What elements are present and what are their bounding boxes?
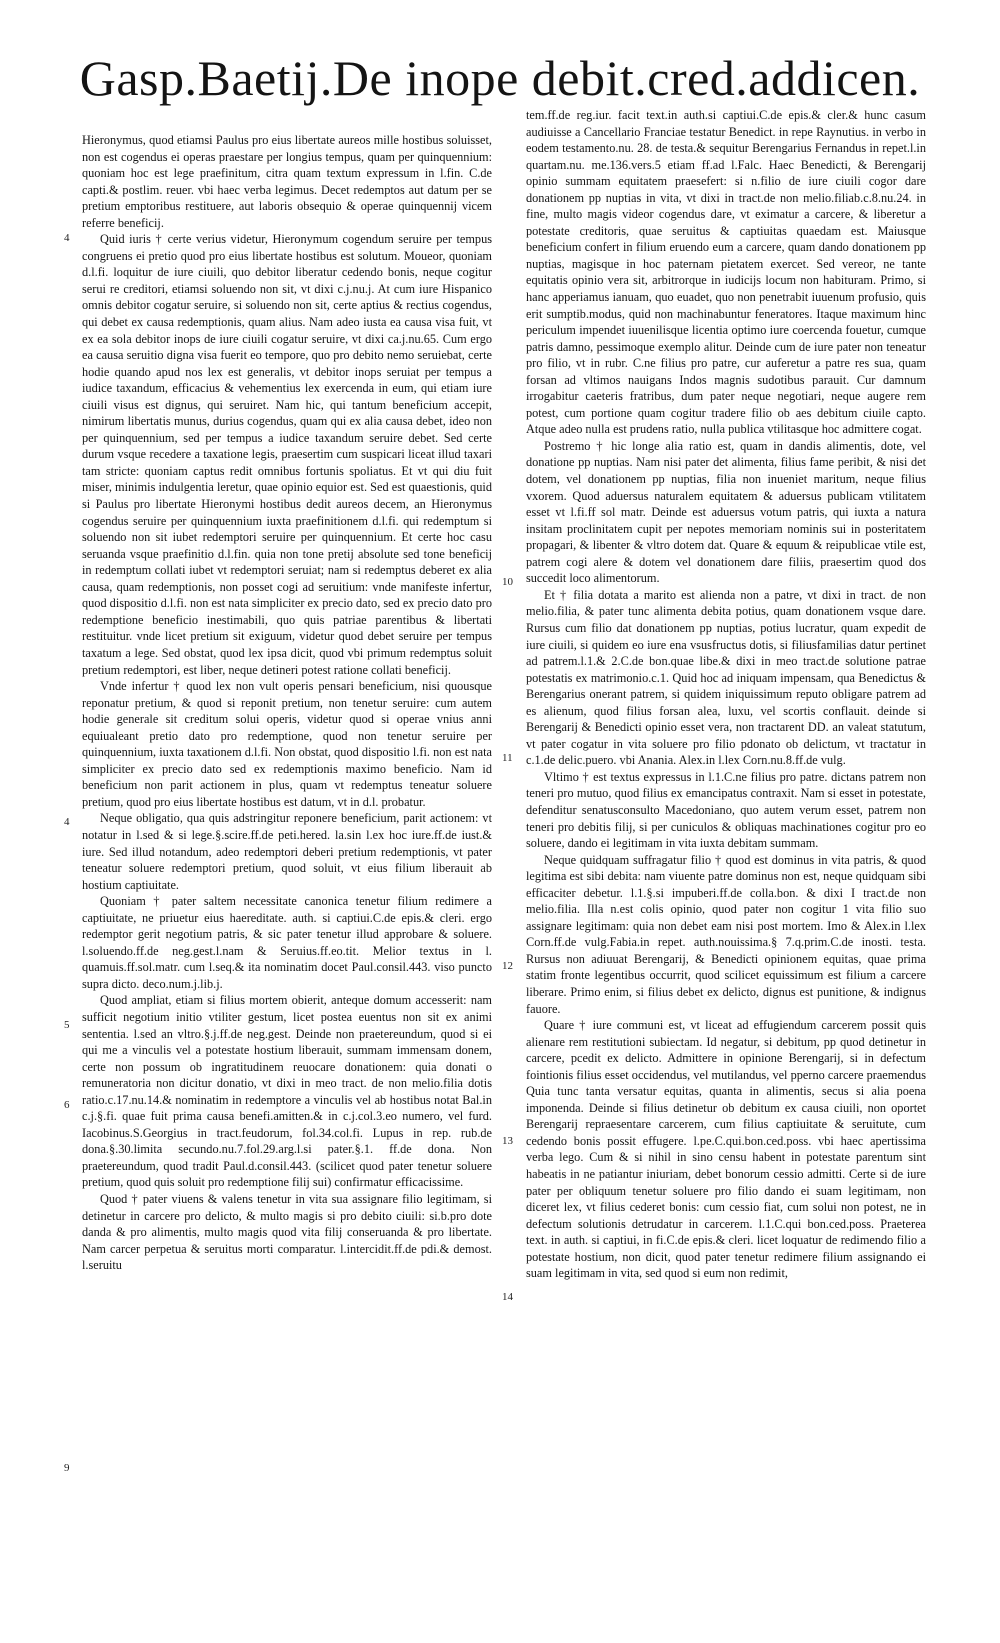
paragraph: Quare † iure communi est, vt liceat ad effugiendum carcerem possit quis alienare rem restitutioni subiectam. Id negatur, si debitum, pp quod detinetur in carcere, pcedit ex delicto. Admittere in opinione Berengarij, si in defectum fointionis filius esset occidendus, vel mutilandus, vel pperno carcere praemendus Quia tunc tanta versatur equitas, quanta in alimentis, secus si alia poena imponenda. Deinde si filius detinetur ob debitum ex causa ciuili, non oportet Berengarij repraesentare carcerem, cum filius captiuitate & seruitute, cum cedendo bonis possit effugere. l.pe.C.qui.bon.ced.poss. vbi haec apertissima verba lego. Cum & si nihil in sino censu habent in potestate parentum sint habeatis in ne patiantur iniuriam, debet bonorum cessio admitti. Certe si de iure pater per obliquum tenetur soluere pro filio dando ei suam legitimam, non diceret lex, vt filius cederet bonis: cum cessio fiat, cum solui non potest, ne in defectum solutionis detrudatur in carcerem. l.1.C.qui bon.ced.poss. Praeterea text. in auth. si captiui, in fi.C.de epis.& cleri. licet loquatur de redimendo filio a potestate hostium, non dicit, quod pater tenetur redimere filium assignando ei suam legitimam in vita, sed quod si eum non redimit, [526, 1018, 926, 1281]
paragraph: Quid iuris † certe verius videtur, Hieronymum cogendum seruire per tempus congruens ei pretio quod pro eius libertate hostibus est solutum. Moueor, quoniam d.l.fi. loquitur de iure ciuili, quo debitor liberatur cedendo bonis, neque cogitur serui re creditori, etiamsi soluendo non sit, vt dixi c.j.nu.j. At cum iure Hispanico omnis debitor cogatur seruire, si soluendo non sit, certe aptius & rectius cogendus, qui debet ex causa redemptionis, quam alius. Nam adeo iusta ea causa visa fuit, vt ex ea sola debitor inops de iure ciuili cogatur seruire, vt dixi ca.j.nu.65. Cum ergo ea causa seruitio digna visa fuerit eo tempore, quo pro debito nemo seruiebat, certe hodie quando apud nos lex est generalis, vt debitor inops seruiat per tempus a iudice taxandum, efficacius & vehementius lex exercenda in eum, qui etiam iure ciuili visus est dignus, qui seruiret. Nam hic, qui tantum beneficium accepit, nimirum libertatis munus, durius cogendus, quam qui ex alia causa debet, ideo non per quinquennium, sed per tempus a iudice taxandum seruire debet. Sed certe durum vsque recedere a taxatione legis, praesertim cum suspicari liceat illud taxari tam stricte: quoniam captus redit omnibus fortunis spoliatus. Et vt qui diu fuit miser, minimis indulgentia leretur, quae opinio equior est. Sed est quaestionis, quid si Paulus pro libertate Hieronymi hostibus dedit aureos decem, an Hieronymus cogendus seruire per quinquennium iuxta praefinitionem d.l.fi. qui redemptum si soluendo non sit iubet redemptori seruire per quinquennium. Et certe hoc casu seruanda vsque praefinitio d.l.fin. quia non tone pretij absolute sed tone beneficij in redemptum collati iubet vt redemptori seruiat; nam si redemptus deberet ex alia causa, quam redemptionis, non posset cogi ad seruitium: vnde manifeste infertur, quod dispositio d.l.fi. non est nata simpliciter ex precio dato, sed ex precio dato pro redemptione beneficio inestimabili, quo quis patriae parentibus & libertati restituitur. vnde licet pretium sit exiguum, videtur quod debet seruire per tempus taxatum a lege. Sed obstat, quod lex ipsa dicit, quod vbi primum redemptus soluit pretium redemptori, est liber, neque detineri potest ratione collati beneficij. [82, 232, 492, 677]
paragraph: Hieronymus, quod etiamsi Paulus pro eius libertate aureos mille hostibus soluisset, non est cogendus ei operas praestare per longius tempus, quam per quinquennium: quoniam hoc est lege praefinitum, citra quam textum expressum in l.fin. C.de capti.& postlim. reuer. vbi haec verba legimus. Decet redemptos aut datum per se pretium emptoribus restituere, aut laboris obsequio & operae quinquennij vicem referre beneficij. [82, 133, 492, 230]
margin-number: 4 [64, 232, 70, 244]
paragraph: Vltimo † est textus expressus in l.1.C.ne filius pro patre. dictans patrem non teneri pro mutuo, quod filius ex emancipatus contraxit. Nam si esset in potestate, defenditur senatusconsulto Macedoniano, quo autem verum esset, patrem non teneri pro debitis filij, si per cuniculos & obliquas machinationes cogitur pro eo soluere, dando ei legitimam in vita iuxta debitam summam. [526, 769, 926, 851]
paragraph: Quod † pater viuens & valens tenetur in vita sua assignare filio legitimam, si detinetur in carcere pro delicto, & multo magis si pro debito ciuili: si.b.pro dote danda & pro alimentis, multo magis quod vita filij conseruanda & pro libertate. Nam carcer perpetua & seruitus morti comparatur. l.intercidit.ff.de pdi.& demost. l.seruitu [82, 1192, 492, 1273]
margin-number: 5 [64, 1019, 70, 1031]
paragraph: Quod ampliat, etiam si filius mortem obierit, anteque domum accesserit: nam sufficit negotium initio vtiliter gestum, licet postea euentus non sit ex animi sententia. l.sed an vltro.§.j.ff.de neg.gest. Deinde non praetereundum, quod si ei qui me a vinculis vel a potestate hostium liberauit, summam immensam donem, certe non possum ob ingratitudinem reuocare donationem: quia donati o remuneratoria non dicitur donatio, vt dixi in meo tract. de non melio.filia dotis ratio.c.17.nu.14.& nominatim in redemptore a vinculis vel ab hostibus notat Bal.in c.j.§.fi. quae fuit prima causa benefi.amitten.& in c.j.col.3.eo numero, vel furd. Iacobinus.S.Georgius in tract.feudorum, fol.34.col.fi. Lupus in rep. rub.de dona.§.30.limita secundo.nu.7.fol.29.arg.l.si pater.§.1. ff.de dona. Non praetereundum, quod tradit Paul.d.consil.443. (scilicet quod pater tenetur soluere pretium, quod quis soluit pro redemptione filij sui) confirmatur efficacissime. [82, 993, 492, 1190]
paragraph: Et † filia dotata a marito est alienda non a patre, vt dixi in tract. de non melio.filia, & pater tunc alimenta debita potius, quam donationem vsque dare. Rursus cum filio dat donationem pp nuptias, potius lucratur, quam expedit de iure ciuili, si quidem eo iure ena vsusfructus dotis, si filiusfamilias datur pertinet ad patrem.l.1.& 2.C.de bon.quae libe.& dixi in meo tract.de solutione patrae potestatis ex matrimonio.c.1. Quid hoc ad iniquam impensam, qua Benedictus & Berengarius onerant patrem, si quidem iniquissimum reputo obligare patrem ad es alienum, quod filius forsan alea, luxu, vel scortis conflauit. deinde si Berengarij & Benedicti opinio esset vera, non tractarent DD. an valeat statutum, vt pater cogatur in vita soluere pro filio pdonato ob delictum, vt tractatur in c.1.de delic.puero. vbi Anania. Alex.in l.lex Corn.nu.8.ff.de vulg. [526, 587, 926, 768]
paragraph: Quoniam † pater saltem necessitate canonica tenetur filium redimere a captiuitate, ne priuetur eius haereditate. auth. si captiui.C.de epis.& cleri. ergo redemptor gerit negotium patris, & sic pater tenetur illud approbare & soluere. l.soluendo.ff.de neg.gest.l.nam & Seruius.ff.eo.tit. Melior textus in l. quamuis.ff.sol.matr. cum l.seq.& ita nominatim docet Paul.consil.443. viso puncto supra dicto. deco.num.j.lib.j. [82, 894, 492, 991]
margin-number: 14 [502, 1291, 513, 1303]
margin-number: 13 [502, 1135, 513, 1147]
left-column [82, 132, 492, 1274]
margin-number: 4 [64, 816, 70, 828]
margin-number: 11 [502, 752, 513, 764]
running-title: Gasp.Baetij.De inope debit.cred.addicen. [79, 50, 921, 106]
paragraph: Postremo † hic longe alia ratio est, quam in dandis alimentis, dote, vel donatione pp nuptias. Nam nisi pater det alimenta, filius fame peribit, & nisi det dotem, vel donationem pp nuptias, filia non inueniet maritum, neque filius vxorem. Quod aduersus naturalem equitatem & aduersus publicam vtilitatem esset vt l.fi.ff sol matr. Deinde est aduersus votum patris, qui iuxta a natura insitam proclinitatem cupit per nepotes memoriam nominis sui in posteritatem propagari, & libenter & vltro dotem dat. Quare & equum & reipublicae vtile est, patrem cogi alere & dotem vel donationem dare filiis, praesertim quod dos succedit loco alimentorum. [526, 438, 926, 586]
margin-number: 6 [64, 1099, 70, 1111]
margin-number: 9 [64, 1462, 70, 1474]
right-column [526, 107, 926, 1282]
paragraph: Neque obligatio, qua quis adstringitur reponere beneficium, parit actionem: vt notatur in l.sed & si lege.§.scire.ff.de peti.hered. la.sin l.ex hoc iure.ff.de iust.& iure. Sed illud notandum, adeo redemptori deberi pretium redemptionis, vt pater teneatur soluere redemptori pretium, quod soluit, vt eius filium liberauit ab hostium captiuitate. [82, 811, 492, 892]
margin-number: 10 [502, 576, 513, 588]
margin-number: 12 [502, 960, 513, 972]
paragraph: Vnde infertur † quod lex non vult operis pensari beneficium, nisi quousque reponatur pretium, & quod si reponit pretium, non tenetur seruire: cum autem hodie generale sit creditum solui operis, videtur quod si operae vnius anni equiualeant pretio dato pro redemptione, quod non tenetur seruire per quinquennium, iuxta taxationem d.l.fi. Non obstat, quod dispositio l.fi. non est nata simpliciter ex precio dato sed ex redemptionis maximo beneficio. Nam id beneficium non parit actionem in plus, quam vt redemptus teneatur soluere pretium, quod pro eius libertate hostibus est datum, vt in d.l. probatur. [82, 679, 492, 809]
paragraph: tem.ff.de reg.iur. facit text.in auth.si captiui.C.de epis.& cler.& hunc casum audiuisse a Cancellario Franciae testatur Benedict. in repe Raynutius. in verbo in eodem testamento.nu. 28. de testa.& sequitur Berengarius Fernandus in repet.l.in quartam.nu. me.136.vers.5 etiam ff.ad l.Falc. Haec Benedicti, & Berengarij opinio summam equitatem praesefert: si n.filio de iure ciuili cogor dare donationem pp nuptias in vita, vt dixi in tract.de non melio.filiab.c.8.nu.24. in fine, multo magis videor cogendus dare, vt eximatur a carcere, & liberetur a potestate creditoris, quae seruitus & captiuitas quaedam est. Maiusque beneficium confert in filium eruendo eum a carcere, quam dando donationem pp nuptias, magisque in hoc paternam pietatem exercet. Sed vereor, ne tante equitatis opinio vera sit, arbitrorque in iudicijs locum non habituram. Primo, si hanc apperiamus ianuam, quo euadet, quo non penetrabit iuuenum profusio, quis erit sumptib.modus, quid non machinabuntur feneratores. Itaque maximum hinc periculum impendet iuuenilisque licentia optimo iure coercenda fouetur, cumque patris damno, pessimoque exemplo alitur. Deinde cum de iure pater non teneatur pro filio, vt in rubr. C.ne filius pro patre, cur auferetur a patre res sua, quam forsan ad vltimos nauigans Indos magnis sudotibus parauit. Cur damnum irrogabitur caeteris fratribus, dum pater neque negotiari, neque augere rem potest, cum portione quam cogitur tradere filio ob aes debitum ciuile capto. Atque adeo nulla est prudens ratio, nulla publica vtilitasque hoc admittere cogat. [526, 108, 926, 437]
paragraph: Neque quidquam suffragatur filio † quod est dominus in vita patris, & quod legitima est sibi debita: nam viuente patre dominus non est, neque quidquam sibi efficaciter debetur. l.1.§.si impuberi.ff.de colla.bon. & dixi I tract.de non melio.filia. Illa n.est colis opinio, quod pater non cogitur 1 vita filio suo assignare legitimam: quia non debet eam nisi post mortem. Imo & Alex.in l.lex Corn.ff.de vulg.Fabia.in repet. auth.nouissima.§ 7.q.prim.C.de inosti. testa. Rursus non adiuuat Berengarij, & Benedicti opinionem equitas, quae prima statim fronte legentibus occurrit, quod scilicet equissimum est filium a carcere liberare. Primo enim, si filius debet ex delicto, dignus est punitione, & indignus fauore. [526, 852, 926, 1016]
